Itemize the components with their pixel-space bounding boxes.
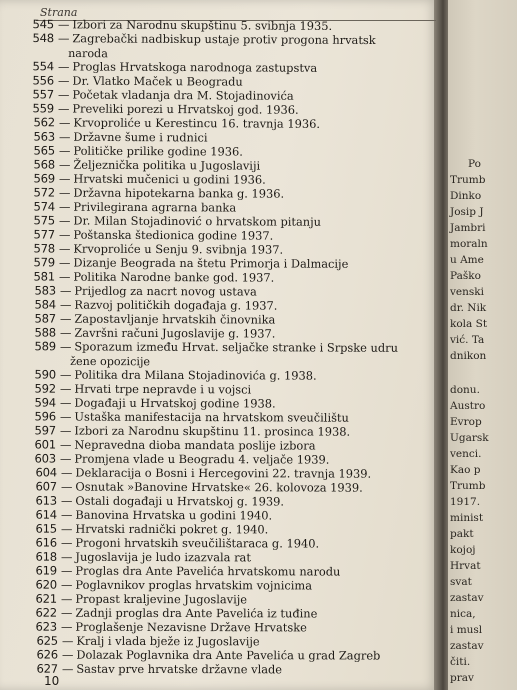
toc-dash: — (59, 227, 71, 242)
toc-dash: — (58, 199, 71, 214)
toc-page-number: 601 (34, 437, 57, 452)
toc-dash: — (61, 661, 74, 676)
toc-page-number: 616 (35, 535, 57, 550)
toc-dash: — (60, 423, 72, 438)
right-page-text-fragment: Paško (450, 270, 481, 282)
toc-entry (24, 453, 329, 465)
right-page-text-fragment: Hrvat (450, 560, 481, 572)
right-book-page (448, 0, 517, 690)
toc-entry (24, 411, 349, 423)
right-page-text-fragment: Dinko (450, 190, 482, 202)
toc-page-number: 588 (34, 325, 56, 340)
toc-page-number: 556 (32, 73, 55, 88)
toc-title: Izbori za Narodnu skupštinu 11. prosinca 1938. (74, 423, 351, 439)
toc-entry (23, 201, 236, 213)
toc-title: Politika Narodne banke god. 1937. (73, 269, 275, 285)
right-page-text-fragment: nica, (450, 608, 476, 620)
toc-title: žene opozicije (70, 354, 150, 369)
toc-page-number: 623 (35, 619, 58, 634)
right-page-text-fragment: donu. (450, 384, 480, 396)
right-page-text-fragment: kola St (450, 318, 488, 330)
toc-page-number: 613 (35, 493, 57, 508)
toc-page-number: 597 (34, 423, 57, 438)
toc-dash: — (58, 157, 71, 172)
toc-title: Ostali događaji u Hrvatskoj g. 1939. (75, 493, 284, 509)
toc-page-number: 579 (33, 255, 56, 270)
toc-title: Proglas Hrvatskoga narodnoga zastupstva (72, 59, 318, 75)
toc-dash (60, 355, 67, 368)
toc-title: Hrvati trpe nepravde i u vojsci (74, 381, 252, 397)
toc-title: Krvoproliće u Senju 9. svibnja 1937. (73, 241, 284, 257)
toc-dash: — (61, 647, 74, 662)
right-page-text-fragment: moraln (450, 238, 488, 250)
toc-entry (23, 173, 266, 185)
right-page-text-fragment: kojoj (450, 544, 476, 556)
toc-dash: — (60, 535, 73, 550)
toc-entry (25, 507, 272, 523)
toc-title: Zagrebački nadbiskup ustaje protiv progona hrvatsk (72, 31, 376, 48)
toc-page-number: 557 (32, 87, 55, 102)
toc-page-number: 569 (33, 171, 55, 186)
toc-title: Hrvatski radnički pokret g. 1940. (75, 521, 269, 537)
toc-dash: — (59, 325, 72, 340)
toc-title: Progoni hrvatskih sveučilištaraca g. 1940. (75, 535, 320, 551)
toc-entry (24, 327, 275, 339)
right-page-text-fragment: i musl (450, 624, 483, 636)
toc-page-number: 607 (35, 479, 57, 494)
toc-entry (24, 397, 276, 409)
toc-page-number: 559 (32, 101, 55, 116)
toc-entry (23, 145, 243, 157)
toc-title: Kralj i vlada bježe iz Jugoslavije (75, 633, 260, 649)
toc-entry (24, 369, 317, 381)
toc-title: Zapostavljanje hrvatskih činovnika (74, 311, 276, 327)
toc-dash: — (59, 255, 71, 270)
page-number: 10 (44, 674, 60, 688)
toc-page-number: 587 (34, 311, 56, 326)
toc-dash: — (60, 381, 72, 396)
toc-page-number: 572 (33, 185, 55, 200)
toc-page-number: 578 (33, 241, 56, 256)
toc-dash: — (60, 465, 72, 480)
toc-title: Državne šume i rudnici (72, 129, 208, 145)
toc-entry (24, 356, 150, 368)
toc-dash: — (61, 563, 73, 578)
toc-title: Dolazak Poglavnika dra Ante Pavelića u grad Zagreb (75, 647, 380, 663)
toc-title: Političke prilike godine 1936. (73, 143, 243, 159)
toc-title: Dr. Vlatko Maček u Beogradu (72, 73, 244, 89)
toc-page-number: 621 (35, 591, 58, 606)
toc-entry (23, 257, 348, 270)
toc-dash: — (58, 59, 70, 74)
toc-entry (22, 61, 317, 74)
toc-page-number: 562 (32, 115, 55, 130)
toc-title: Hrvatski mučenici u godini 1936. (73, 171, 266, 187)
toc-title: Privilegirana agrarna banka (73, 199, 237, 215)
toc-entry (25, 521, 269, 537)
right-page-text-fragment: Kao p (450, 464, 481, 476)
toc-entry (24, 341, 398, 354)
toc-title: Završni računi Jugoslavije g. 1937. (74, 325, 276, 341)
toc-title: Nepravedna dioba mandata poslije izbora (74, 437, 316, 453)
toc-entry (25, 605, 318, 621)
right-page-text-fragment: zastav (450, 592, 484, 604)
toc-entry (24, 381, 252, 397)
toc-entry (25, 565, 340, 577)
toc-title: naroda (68, 47, 109, 61)
toc-dash: — (61, 619, 73, 634)
right-page-text-fragment: minist (450, 512, 484, 524)
toc-page-number: 577 (33, 227, 56, 242)
toc-page-number: 565 (33, 143, 55, 158)
toc-entry (22, 103, 299, 116)
toc-title: Poštanska štedionica godine 1937. (73, 227, 274, 243)
toc-dash: — (58, 129, 71, 144)
toc-entry (23, 243, 283, 255)
toc-dash (58, 47, 65, 60)
toc-entry (23, 187, 284, 199)
toc-entry (25, 537, 319, 549)
right-page-text-fragment: Ugarsk (450, 432, 489, 444)
toc-dash: — (57, 17, 70, 32)
toc-page-number: 604 (34, 465, 57, 480)
toc-page-number: 626 (36, 647, 58, 662)
right-page-text-fragment: venski (450, 286, 485, 298)
toc-dash: — (58, 101, 70, 116)
toc-page-number: 563 (33, 129, 55, 144)
toc-entry (25, 481, 363, 493)
right-page-text-fragment: 1917. (450, 496, 481, 508)
toc-page-number: 545 (32, 17, 55, 32)
toc-dash: — (60, 521, 73, 536)
toc-entry (22, 19, 332, 32)
toc-title: Sastav prve hrvatske državne vlade (76, 661, 282, 677)
toc-page-number: 614 (35, 507, 57, 522)
toc-page-number: 548 (32, 30, 55, 46)
right-page-text-fragment: Austro (450, 400, 486, 412)
toc-title: Jugoslavija je ludo izazvala rat (75, 549, 251, 565)
toc-entry (23, 117, 320, 130)
toc-page-number: 620 (35, 577, 58, 592)
toc-page-number: 596 (34, 409, 57, 424)
toc-dash: — (58, 115, 70, 130)
toc-title: Razvoj političkih događaja g. 1937. (73, 297, 278, 313)
toc-entry (24, 299, 277, 311)
right-page-text-fragment: zastav (450, 640, 484, 652)
toc-dash: — (61, 633, 73, 648)
toc-page-number: 615 (35, 521, 57, 536)
right-page-text-fragment: Po (468, 158, 481, 170)
right-page-text-fragment: prav (450, 672, 474, 684)
toc-entry (23, 131, 208, 143)
toc-entry (25, 549, 251, 565)
toc-page-number: 575 (33, 213, 56, 228)
toc-entry (25, 633, 260, 649)
toc-title: Dizanje Beograda na štetu Primorja i Dalmacije (73, 255, 349, 271)
toc-title: Događaji u Hrvatskoj godine 1938. (74, 395, 276, 411)
column-header: Strana (40, 6, 78, 19)
right-page-text-fragment: čiti. (450, 656, 471, 668)
toc-page-number: 581 (33, 269, 56, 284)
toc-dash: — (59, 311, 72, 326)
toc-entry (25, 619, 308, 635)
toc-title: Dr. Milan Stojadinović o hrvatskom pitanju (73, 213, 322, 229)
toc-dash: — (60, 409, 72, 424)
toc-entry (23, 271, 274, 283)
toc-entry (25, 577, 313, 593)
toc-page-number: 627 (36, 661, 58, 676)
toc-title: Sporazum između Hrvat. seljačke stranke i Srpske udru (74, 339, 398, 355)
toc-entry (23, 159, 260, 171)
right-page-text-fragment: pakt (450, 528, 474, 540)
toc-entry (24, 313, 275, 325)
right-page-text-fragment: Evrop (450, 416, 482, 428)
toc-dash: — (59, 213, 71, 228)
toc-entry (25, 591, 248, 607)
toc-dash: — (58, 87, 70, 102)
toc-dash: — (58, 171, 71, 186)
toc-dash: — (58, 185, 71, 200)
toc-page-number: 583 (33, 283, 56, 298)
toc-page-number: 603 (34, 451, 57, 466)
toc-page-number: 594 (34, 395, 57, 410)
toc-dash: — (60, 493, 73, 508)
toc-dash: — (59, 367, 72, 382)
toc-dash: — (59, 297, 72, 312)
toc-title: Deklaracija o Bosni i Hercegovini 22. travnja 1939. (74, 465, 371, 481)
toc-dash: — (61, 549, 73, 564)
right-page-text-fragment: svat (450, 576, 472, 588)
toc-entry (26, 649, 380, 661)
toc-title: Proglas dra Ante Pavelića hrvatskomu narodu (75, 563, 341, 579)
toc-page-number: 554 (32, 59, 55, 74)
toc-page-number: 590 (34, 367, 57, 382)
right-page-text-fragment: Josip J (450, 206, 484, 218)
toc-entry (22, 75, 243, 87)
toc-page-number: 618 (35, 549, 58, 564)
toc-entry (22, 30, 376, 48)
toc-page-number: 619 (35, 563, 58, 578)
toc-dash: — (59, 283, 71, 298)
toc-entry (26, 661, 282, 677)
toc-dash: — (58, 143, 71, 158)
toc-entry (25, 467, 371, 479)
toc-dash: — (61, 577, 73, 592)
toc-title: Ustaška manifestacija na hrvatskom sveučilištu (74, 409, 350, 425)
toc-dash: — (61, 605, 73, 620)
right-page-text-fragment: Jambri (450, 222, 486, 234)
toc-title: Proglašenje Nezavisne Države Hrvatske (75, 619, 308, 635)
toc-dash: — (59, 269, 71, 284)
toc-title: Izbori za Narodnu skupštinu 5. svibnja 1935. (72, 17, 333, 33)
toc-dash: — (61, 591, 73, 606)
right-page-text-fragment: vić. Ta (450, 334, 485, 346)
toc-title: Banovina Hrvatska u godini 1940. (75, 507, 272, 523)
toc-entry (23, 285, 256, 297)
toc-title: Početak vladanja dra M. Stojadinovića (72, 87, 295, 103)
toc-title: Politika dra Milana Stojadinovića g. 1938. (74, 367, 317, 383)
right-page-text-fragment: dnikon (450, 350, 487, 362)
right-page-text-fragment: venci. (450, 448, 482, 460)
toc-page-number: 625 (35, 633, 58, 648)
toc-dash: — (60, 437, 72, 452)
toc-dash: — (60, 507, 73, 522)
toc-dash: — (60, 479, 73, 494)
toc-entry (23, 229, 273, 241)
toc-entry (22, 89, 294, 102)
toc-page-number: 589 (34, 339, 56, 354)
toc-title: Propast kraljevine Jugoslavije (75, 591, 248, 607)
right-page-text-fragment: dr. Nik (450, 302, 487, 314)
toc-dash: — (60, 451, 72, 466)
toc-dash: — (58, 73, 70, 88)
toc-entry (23, 215, 321, 228)
toc-title: Osnutak »Banovine Hrvatske« 26. kolovoza 1939. (74, 479, 363, 495)
toc-page-number: 592 (34, 381, 57, 396)
toc-title: Zadnji proglas dra Ante Pavelića iz tuđine (75, 605, 318, 621)
toc-entry (22, 48, 108, 60)
toc-page-number: 568 (33, 157, 55, 172)
toc-title: Promjena vlade u Beogradu 4. veljače 1939. (74, 451, 330, 467)
toc-page-number: 622 (35, 605, 58, 620)
toc-entry (25, 493, 284, 509)
right-page-text-fragment: Trumb (450, 480, 486, 492)
toc-title: Željeznička politika u Jugoslaviji (73, 157, 260, 173)
toc-title: Krvoproliće u Kerestincu 16. travnja 1936. (72, 115, 320, 131)
toc-entry (24, 425, 350, 437)
toc-title: Preveliki porezi u Hrvatskoj god. 1936. (72, 101, 300, 117)
toc-page-number: 584 (34, 297, 56, 312)
toc-entry (24, 439, 316, 451)
toc-dash: — (58, 31, 70, 46)
toc-title: Prijedlog za nacrt novog ustava (73, 283, 257, 299)
toc-dash: — (59, 241, 71, 256)
right-page-text-fragment: u Ame (450, 254, 484, 266)
toc-page-number: 574 (33, 199, 56, 214)
toc-dash: — (60, 395, 72, 410)
toc-title: Poglavnikov proglas hrvatskim vojnicima (75, 577, 313, 593)
toc-dash: — (59, 339, 72, 354)
right-page-text-fragment: Trumb (450, 174, 486, 186)
toc-title: Državna hipotekarna banka g. 1936. (73, 185, 285, 201)
